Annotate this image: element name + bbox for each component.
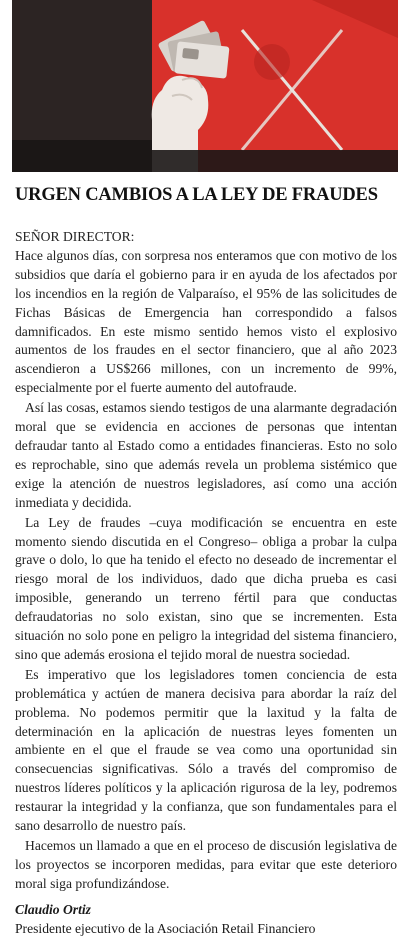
paragraph-4: Es imperativo que los legisladores tomen conciencia de esta problemática y actúen de manera decisiva para abordar la raíz del problema. No podemos permitir que la laxitud y la falta de determinación en la aplicación de nuestras leyes fomenten un ambiente en el que el fraude se vea como una oportunidad sin consecuencias significativas. Sólo a través del compromiso de nuestros líderes políticos y la aplicación rigurosa de la ley, podremos restaurar la integridad y la confianza, que son fundamentales para el sano desarrollo de nuestro país. (15, 666, 397, 834)
paragraph-5: Hacemos un llamado a que en el proceso de discusión legislativa de los proyectos se incorporen medidas, para evitar que este deterioro moral siga profundizándose. (15, 838, 397, 891)
letter-body (15, 228, 397, 895)
salutation: SEÑOR DIRECTOR: (15, 229, 135, 244)
hero-illustration (12, 0, 398, 172)
hand-holding-cards-illustration (12, 0, 398, 172)
letter-headline: URGEN CAMBIOS A LA LEY DE FRAUDES (15, 185, 378, 205)
paragraph-1: Hace algunos días, con sorpresa nos enteramos que con motivo de los subsidios que daría el gobierno para ir en ayuda de los afectados por los incendios en la región de Valparaíso, el 95% de las solicitudes de Fichas Básicas de Emergencia han correspondido a falsos damnificados. En este mismo sentido hemos visto el explosivo aumentos de los fraudes en el sector financiero, que al año 2023 ascendieron a US$266 millones, con un incremento de 99%, especialmente por el fuerte aumento del autofraude. (15, 247, 397, 396)
signature-name: Claudio Ortiz (15, 902, 91, 917)
paragraph-3: La Ley de fraudes –cuya modificación se encuentra en este momento siendo discutida en el Congreso– obliga a probar la culpa grave o dolo, lo que ha tenido el efecto no deseado de incrementar el riesgo moral de los individuos, dado que dicha prueba es casi imposible, generando un terreno fértil para que conductas defraudatorias no solo existan, sino que se incrementen. Esta situación no solo pone en peligro la integridad del sistema financiero, sino que además erosiona el tejido moral de nuestra sociedad. (15, 514, 397, 662)
paragraph-2: Así las cosas, estamos siendo testigos de una alarmante degradación moral que se evidencia en acciones de personas que intentan defraudar tanto al Estado como a entidades financieras. Esto no solo es reprochable, sino que además revela un problema sistémico que exige la atención de nuestros legisladores, así como una acción inmediata y decidida. (15, 400, 397, 510)
signature-block (15, 900, 397, 938)
signature-title: Presidente ejecutivo de la Asociación Retail Financiero (15, 921, 316, 936)
